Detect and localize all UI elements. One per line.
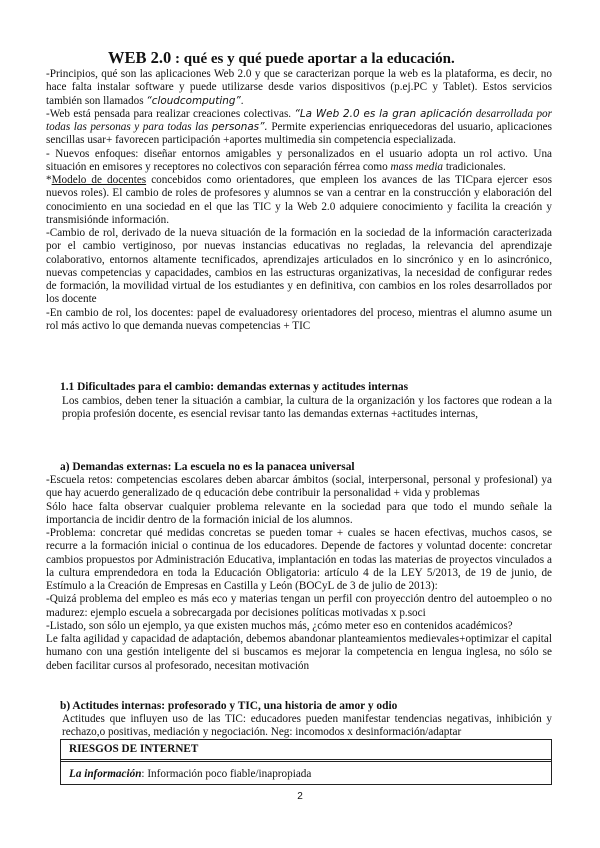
body-top: [46, 68, 552, 333]
intro-paragraph: -Principios, qué son las aplicaciones Web 2.0 y que se caracterizan porque la web es la plataforma, es decir, no hace falta instalar software y puede utilizarse desde varios dispositivos (p.ej.PC y Tablet). Estos servicios también son llamados “cloudcomputing”.: [46, 68, 552, 107]
falta-paragraph: Le falta agilidad y capacidad de adaptación, debemos abandonar planteamientos medievales+optimizar el capital humano con una gestión inteligente del si buscamos es mejorar la competencia en lengua inglesa, no sólo se deben facilitar cursos al profesorado, necesitan motivación: [46, 633, 552, 672]
retos-paragraph: -Escuela retos: competencias escolares deben abarcar ámbitos (social, interpersonal, personal y profesional) ya que hay acuerdo generalizado de q educación debe contribuir la personalidad + vida y problemas: [46, 474, 552, 500]
row-label: La información: [69, 768, 142, 780]
web-pensada-paragraph: -Web está pensada para realizar creaciones colectivas. “La Web 2.0 es la gran aplicación desarrollada por todas las personas y para todas las personas”. Permite experiencias enriquecedoras del usuario, aplicaciones sencillas usar+ favorecen participación +aportes multimedia sin competencia especializada.: [46, 107, 552, 147]
page-number: 2: [297, 791, 303, 802]
modelo-docentes-paragraph: *Modelo de docentes concebidos como orientadores, que empleen los avances de las TICpara ejercer esos nuevos roles). El cambio de roles de profesores y alumnos se van a centrar en la construcción y elaboración del conocimiento en una sociedad en el que las TIC y la Web 2.0 adquiere conocimiento y facilita la creación y transmisiónde información.: [46, 174, 552, 226]
title-rest: : qué es y qué puede aportar a la educación.: [175, 51, 455, 67]
cambio-rol-docentes-paragraph: -En cambio de rol, los docentes: papel de evaluadoresy orientadores del proceso, mientras el alumno asume un rol más activo lo que demanda nuevas competencias + TIC: [46, 306, 552, 332]
section-1-1-text: Los cambios, deben tener la situación a cambiar, la cultura de la organización y los factores que rodean a la propia profesión docente, es esencial revisar tanto las demandas externas +actitudes internas,: [62, 395, 552, 421]
row-text: : Información poco fiable/inapropiada: [141, 768, 312, 780]
cambio-rol-paragraph: -Cambio de rol, derivado de la nueva situación de la formación en la sociedad de la información caracterizada por el cambio vertiginoso, por nuevas instancias educativas no regladas, la relevancia del aprendizaje colaborativo, entornos altamente tecnificados, aprendizajes articulados en lo sincrónico y en lo asincrónico, nuevas competencias y capacidades, cambios en las estructuras organizativas, la necesidad de configurar redes de formación, la movilidad virtual de los estudiantes y en definitiva, con cambios en los roles desarrollados por los docente: [46, 227, 552, 306]
listado-paragraph: -Listado, son sólo un ejemplo, ya que existen muchos más, ¿cómo meter eso en contenidos académicos?: [46, 619, 513, 632]
section-b-heading: b) Actitudes internas: profesorado y TIC, una historia de amor y odio: [60, 700, 398, 712]
title-main: WEB 2.0: [108, 48, 172, 67]
quiza-paragraph: -Quizá problema del empleo es más eco y materias tengan un perfil con proyección dentro del autoempleo o no madurez: ejemplo escuela a sobrecargada por decisiones políticas motivadas x p.soci: [46, 593, 552, 619]
table-header-row: [61, 740, 551, 762]
solo-paragraph: Sólo hace falta observar cualquier problema relevante en la sociedad para que todo el mundo señale la importancia de incidir dentro de la formación inicial de los alumnos.: [46, 500, 552, 526]
section-1-1-heading: 1.1 Dificultades para el cambio: demandas externas y actitudes internas: [60, 381, 409, 393]
table-row: [69, 768, 311, 780]
section-a-heading: a) Demandas externas: La escuela no es la panacea universal: [60, 461, 355, 473]
internet-risks-table: [60, 739, 552, 785]
section-a-body: [46, 474, 552, 673]
section-b-text: Actitudes que influyen uso de las TIC: educadores pueden manifestar tendencias negativas, inhibición y rechazo,o positivas, mediación y negociación. Neg: incomodos x desinformación/adaptar: [62, 713, 552, 739]
page-title: [108, 48, 455, 68]
table-header: RIESGOS DE INTERNET: [69, 743, 199, 755]
problema-paragraph: -Problema: concretar qué medidas concretas se pueden tomar + cuales se hacen efectivas, muchos casos, se recurre a la formación inicial o continua de los educadores. Depende de factores y voluntad docente: concretar cambios propuestos por Administración Educativa, implantación en todas las materias de proyectos vinculados a la cultura emprendedora en toda la Educación Obligatoria: artículo 4 de la LEY 5/2013, de 19 de junio, de Estímulo a la Creación de Empresas en Castilla y León (BOCyL de 3 de julio de 2013):: [46, 527, 552, 592]
nuevos-enfoques-paragraph: - Nuevos enfoques: diseñar entornos amigables y personalizados en el usuario adopta un rol activo. Una situación en emisores y receptores no colectivos con separación férrea como mass media tradicionales.: [46, 147, 552, 173]
